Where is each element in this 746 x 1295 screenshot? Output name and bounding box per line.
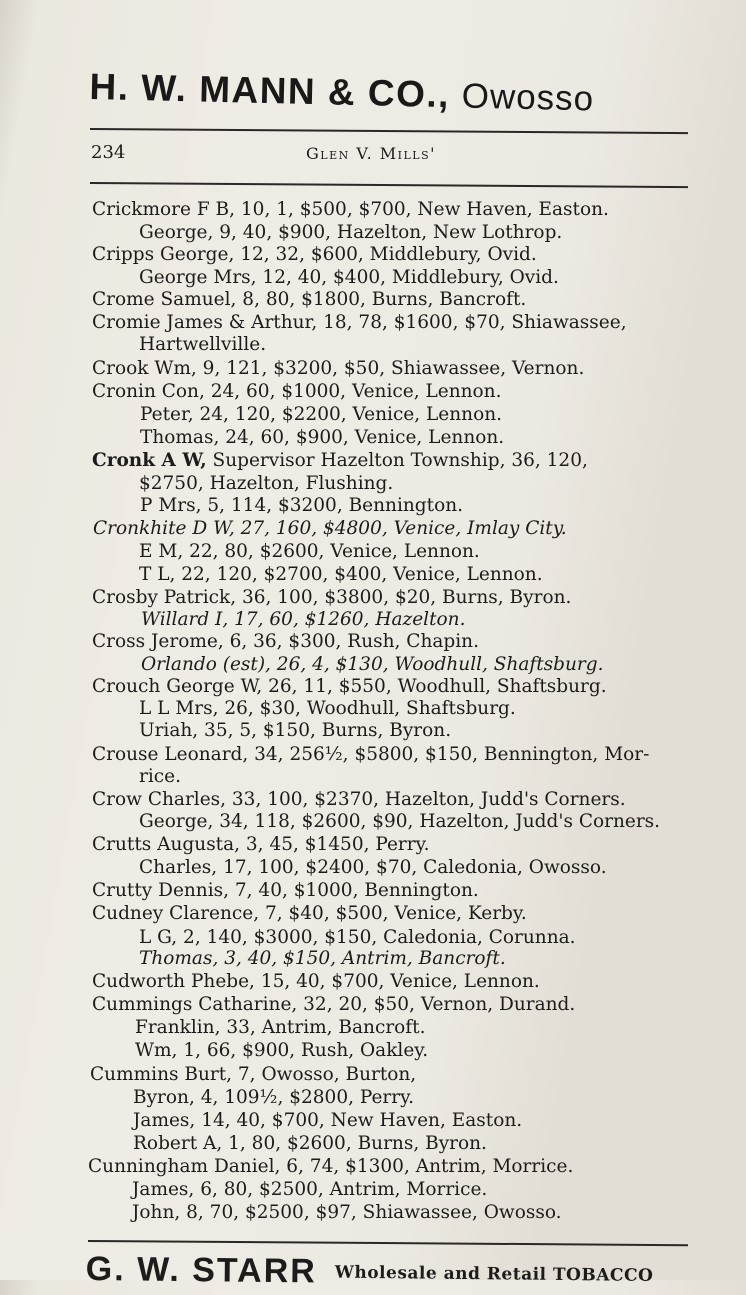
- entry-line: Crutty Dennis, 7, 40, $1000, Bennington.: [92, 880, 479, 901]
- entry-line: L L Mrs, 26, $30, Woodhull, Shaftsburg.: [139, 698, 516, 719]
- entry-line: George Mrs, 12, 40, $400, Middlebury, Ovid.: [139, 267, 559, 288]
- entry-line: $2750, Hazelton, Flushing.: [139, 473, 394, 494]
- running-head-title: Glen V. Mills': [306, 144, 437, 163]
- entry-line: Cross Jerome, 6, 36, $300, Rush, Chapin.: [92, 631, 479, 652]
- entry-line: Thomas, 24, 60, $900, Venice, Lennon.: [140, 427, 505, 448]
- entry-line: L G, 2, 140, $3000, $150, Caledonia, Corunna.: [139, 927, 576, 948]
- entry-line: Cudworth Phebe, 15, 40, $700, Venice, Lennon.: [92, 971, 540, 992]
- bold-entry-name: Cronk A W,: [92, 450, 207, 471]
- entry-line: Wm, 1, 66, $900, Rush, Oakley.: [135, 1040, 429, 1061]
- page-number: 234: [91, 142, 126, 163]
- entry-line: Uriah, 35, 5, $150, Burns, Byron.: [139, 720, 452, 741]
- entry-line: Willard I, 17, 60, $1260, Hazelton.: [141, 609, 466, 630]
- entry-line: E M, 22, 80, $2600, Venice, Lennon.: [139, 541, 480, 562]
- entry-line: Cromie James & Arthur, 18, 78, $1600, $70, Shiawassee,: [92, 312, 627, 333]
- entry-line: Crook Wm, 9, 121, $3200, $50, Shiawassee, Vernon.: [92, 358, 585, 379]
- bold-entry-details: Supervisor Hazelton Township, 36, 120,: [212, 450, 588, 471]
- entry-line: Crickmore F B, 10, 1, $500, $700, New Haven, Easton.: [92, 199, 609, 220]
- entry-line: Hartwellville.: [139, 334, 267, 355]
- entry-line: George, 9, 40, $900, Hazelton, New Lothrop.: [139, 222, 563, 243]
- entry-line: George, 34, 118, $2600, $90, Hazelton, Judd's Corners.: [139, 811, 661, 832]
- entry-line: Cudney Clarence, 7, $40, $500, Venice, Kerby.: [92, 903, 527, 924]
- entry-line: Orlando (est), 26, 4, $130, Woodhull, Shaftsburg.: [141, 654, 604, 675]
- entry-line: Crouch George W, 26, 11, $550, Woodhull, Shaftsburg.: [92, 676, 607, 697]
- entry-line: Cronkhite D W, 27, 160, $4800, Venice, Imlay City.: [93, 518, 567, 539]
- entry-line-bold: [92, 452, 588, 471]
- entry-line: T L, 22, 120, $2700, $400, Venice, Lennon.: [139, 564, 543, 585]
- entry-line: Cummings Catharine, 32, 20, $50, Vernon, Durand.: [92, 994, 576, 1015]
- entry-line: P Mrs, 5, 114, $3200, Bennington.: [140, 495, 464, 516]
- footer-advertisement: [86, 1250, 654, 1295]
- header-company-name: H. W. MANN & CO.,: [89, 66, 451, 116]
- footer-name: G. W. STARR: [85, 1250, 318, 1291]
- entry-line: Byron, 4, 109½, $2800, Perry.: [133, 1087, 414, 1108]
- entry-line: Cummins Burt, 7, Owosso, Burton,: [90, 1064, 417, 1085]
- entry-line: Cripps George, 12, 32, $600, Middlebury, Ovid.: [92, 244, 537, 265]
- entry-line: Cronin Con, 24, 60, $1000, Venice, Lennon.: [92, 381, 502, 402]
- entry-line: Crow Charles, 33, 100, $2370, Hazelton, Judd's Corners.: [92, 789, 626, 810]
- entry-line: John, 8, 70, $2500, $97, Shiawassee, Owosso.: [132, 1202, 562, 1223]
- entry-line: Crouse Leonard, 34, 256½, $5800, $150, Bennington, Mor-: [92, 744, 650, 765]
- entry-line: Crome Samuel, 8, 80, $1800, Burns, Bancroft.: [92, 289, 527, 310]
- entry-line: Crutts Augusta, 3, 45, $1450, Perry.: [92, 834, 430, 855]
- header-town: Owosso: [461, 76, 595, 119]
- footer-tagline: Wholesale and Retail TOBACCO: [334, 1262, 654, 1286]
- entry-line: Charles, 17, 100, $2400, $70, Caledonia, Owosso.: [139, 857, 607, 878]
- entry-line: Cunningham Daniel, 6, 74, $1300, Antrim, Morrice.: [88, 1156, 574, 1177]
- entry-line: James, 6, 80, $2500, Antrim, Morrice.: [132, 1179, 488, 1200]
- entry-line: Thomas, 3, 40, $150, Antrim, Bancroft.: [139, 948, 506, 969]
- entry-line: Crosby Patrick, 36, 100, $3800, $20, Burns, Byron.: [92, 587, 572, 608]
- entry-line: Franklin, 33, Antrim, Bancroft.: [135, 1017, 426, 1038]
- entry-line: James, 14, 40, $700, New Haven, Easton.: [133, 1110, 523, 1131]
- entry-line: rice.: [139, 766, 181, 787]
- entry-line: Robert A, 1, 80, $2600, Burns, Byron.: [133, 1133, 487, 1154]
- entry-line: Peter, 24, 120, $2200, Venice, Lennon.: [140, 404, 503, 425]
